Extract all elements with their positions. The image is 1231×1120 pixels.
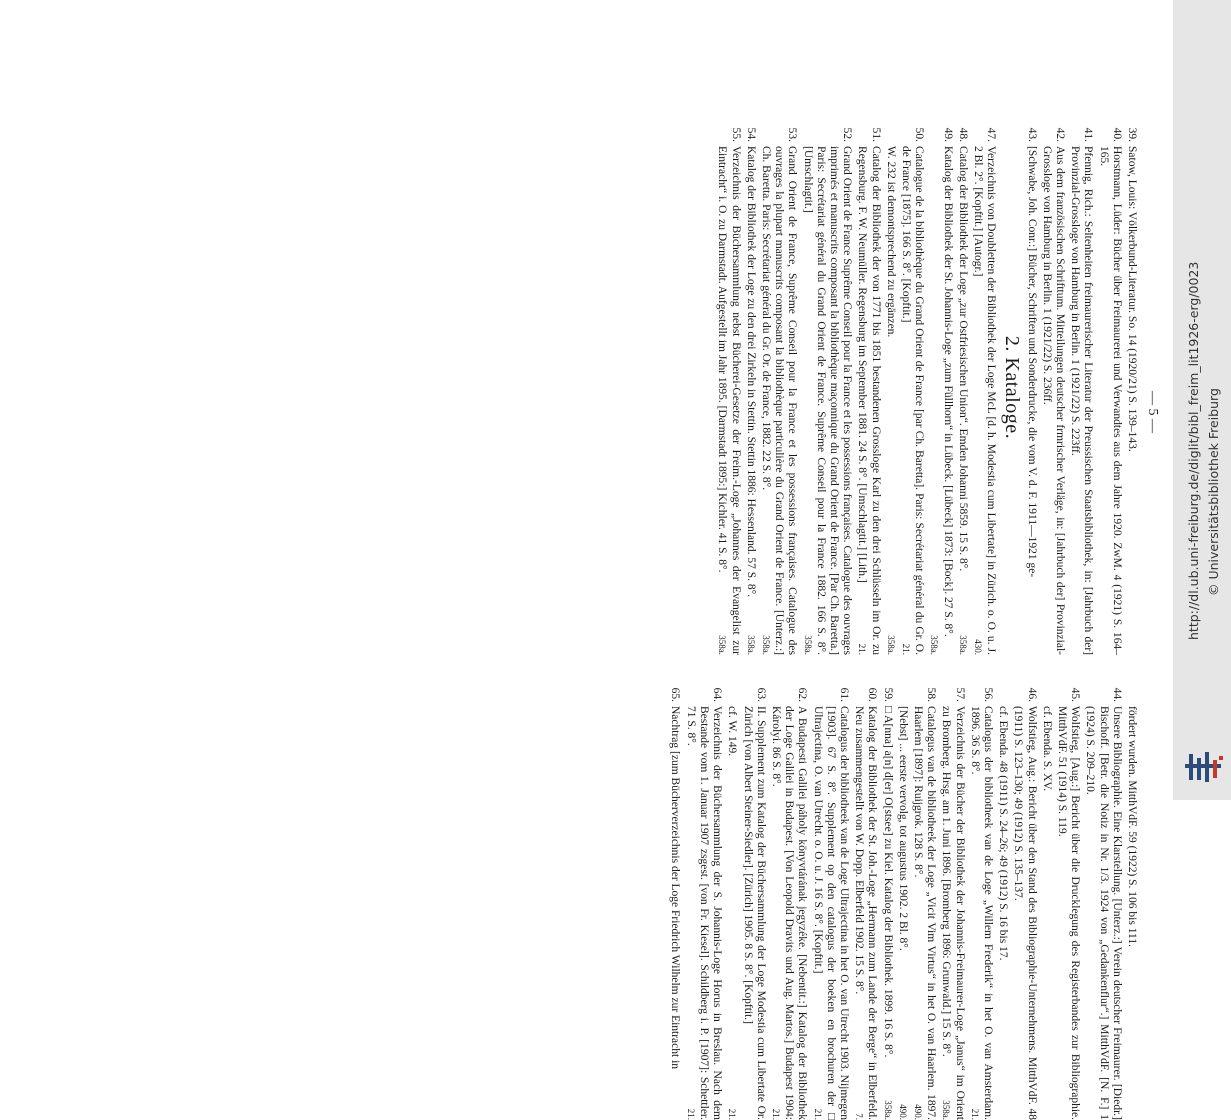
entry-number: 65. bbox=[669, 687, 682, 702]
copyright-notice: © Universitätsbibliothek Freiburg bbox=[1206, 388, 1221, 596]
entry-signature: 21. bbox=[900, 643, 911, 655]
catalog-entry bbox=[800, 120, 853, 655]
entry-text: Catalogus van de bibliotheek der Loge „Vicit Vim Virtus“ in het O. van Haarlem. 1897. Haarlem [1897]: Ruijgrok. 128 S. 8°. 490. bbox=[911, 706, 938, 1120]
entry-number: 45. bbox=[1069, 687, 1082, 702]
catalog-entry bbox=[668, 680, 681, 1120]
entry-number: 41. bbox=[1082, 127, 1095, 142]
catalog-entry bbox=[956, 120, 969, 655]
entry-text: □ A[nna] a[n] d[er] O[stsee] zu Kiel. Katalog der Bibliothek. 1899. 16 S. 8°. 358a. bbox=[881, 706, 894, 1120]
entry-number: 56. bbox=[981, 687, 994, 702]
entry-signature: 21. bbox=[685, 1108, 696, 1120]
entry-number: 52. bbox=[841, 127, 854, 142]
entry-number: 40. bbox=[1110, 127, 1123, 142]
catalog-entry bbox=[1096, 120, 1122, 655]
entry-number bbox=[1040, 680, 1053, 706]
entry-number: 48. bbox=[956, 127, 969, 142]
entry-signature: 358a. bbox=[760, 635, 771, 655]
catalog-entry bbox=[715, 120, 741, 655]
entry-number: 55. bbox=[729, 127, 742, 142]
entry-text: Catalog der Bibliothek der von 1771 bis 1851 bestandenen Grossloge Karl zu den drei Schlüsseln im Or. zu Regensburg. F. W. Neumüller. Regensburg im September 1881. 24 S. 8°. [Umschlagtit.] [Lith.] 21. bbox=[856, 146, 882, 655]
catalog-entry bbox=[1040, 120, 1066, 655]
entry-signature: 21. bbox=[770, 1108, 781, 1120]
catalog-entry bbox=[1040, 680, 1053, 1120]
entry-text: [Nebst] ... eerste vervolg, tot augustus 1902. 2 Bl. 8°. 490. bbox=[896, 706, 909, 1120]
entry-number bbox=[996, 680, 1009, 706]
page-content bbox=[150, 120, 1160, 1120]
entry-text: Katalog der Bibliothek der St. Joh.-Loge „Hermann zum Lande der Berge“ in Elberfeld. Neu zusammengestellt von W. Dopp. Elberfeld 1902. 15 S. 8°. 7. bbox=[853, 706, 879, 1120]
entry-signature: 358a. bbox=[802, 635, 813, 655]
entry-text: cf. W. 149. 21. bbox=[726, 706, 739, 1120]
entry-text: Verzeichnis der Bücher der Bibliothek der Johannis-Freimaurer-Loge „Janus“ im Orient zu Bromberg. Hrsg. am 1. Juni 1896. [Bromberg 1896: Grunwald.] 15 S. 8°. 358a. bbox=[940, 706, 966, 1120]
entry-text: W. 232 ist demontsprechend zu ergänzen. 358a. bbox=[884, 146, 897, 655]
entry-number bbox=[1125, 680, 1138, 706]
entry-text: Verzeichnis der Büchersammlung der S. Johannis-Loge Horus in Breslau. Nach dem Bestande vom 1. Januar 1907 zsgest. [von Fr. Kiesel]. Schildberg i. P. [1907]: Schettler. 71 S. 8°. 21. bbox=[684, 706, 724, 1120]
entry-number: 62. bbox=[796, 687, 809, 702]
entry-text: Catalogue de la bibliothèque du Grand Orient de France [par Ch. Baretta]. Paris: Secrétariat général du Gr. O. de France [1875]. 166 S. 8°. [Kopftit.] 21. bbox=[899, 146, 926, 655]
document-url[interactable]: http://dl.ub.uni-freiburg.de/diglit/bibl_freim_lit1926-erg/0023 bbox=[1186, 261, 1201, 640]
entry-signature: 358a. bbox=[717, 635, 728, 655]
entry-number bbox=[896, 680, 909, 706]
entry-signature: 21. bbox=[812, 1108, 823, 1120]
entry-text: Wolfstieg, [Aug.:] Bericht über die Drucklegung des Registerbandes zur Bibliographie. MitthVdF. 51 (1914) S. 119. bbox=[1055, 706, 1082, 1120]
entry-text: [Schwabe, Joh. Conr.:] Bücher, Schriften und Sonderdrucke, die vom V. d. F. 1911—1921 ge- bbox=[1025, 146, 1038, 578]
entry-text: II. Supplement zum Katalog der Büchersammlung der Loge Modestia cum Libertate Or. Zürich [von Albert Steiner-Siedler]. [Zürich] 1905. 8 S. 8°. [Kopftit.] bbox=[741, 706, 767, 1120]
catalog-entry bbox=[810, 680, 850, 1120]
entry-signature: 358a. bbox=[929, 635, 940, 655]
catalog-entry bbox=[1055, 680, 1081, 1120]
catalog-entry bbox=[1011, 680, 1037, 1120]
right-top-entries bbox=[996, 680, 1138, 1120]
entry-number: 60. bbox=[866, 687, 879, 702]
entry-text: A Budapesti Galilei páholy könyvtárának jegyzéke. [Nebentit.:] Katalog der Bibliothek der Loge Galilei in Budapest. [Von Leopold Dravits und Aug. Martos.] Budapest 1904: Károlyi. 86 S. 8°. 21. bbox=[769, 706, 809, 1120]
catalog-entry bbox=[968, 680, 994, 1120]
entry-number: 46. bbox=[1025, 687, 1038, 702]
catalog-entry bbox=[911, 680, 937, 1120]
page-number: — 5 — bbox=[1145, 391, 1160, 433]
entry-text: Grand Orient de France Suprême Conseil pour la France et les possessions françaises. Catalogue des ouvrages imprimés et manuscrits composant la bibliothèque maçonnique du Grand Orient de France. [Par Ch. Baretta.] Paris: Secrétariat général du Grand Orient de France. Suprême Conseil pour la France 1882. 166 S. 8°. [Umschlagtit.] 358a. bbox=[801, 146, 854, 655]
right-text-column bbox=[666, 680, 1138, 1120]
catalog-entry bbox=[884, 120, 897, 655]
entry-signature: 358a. bbox=[957, 635, 968, 655]
entry-signature: 358a. bbox=[885, 635, 896, 655]
entry-signature: 490. bbox=[912, 1104, 923, 1120]
catalog-entry bbox=[740, 680, 766, 1120]
entry-text: Catalogus der bibliotheek van de Loge Ultrajectina in het O. van Utrecht 1903. Nijmegen [1903]. 67 S. 8°. Supplement op den catalogus der boeken en brochuren der □ Ultrajectina, O. van Utrecht. o. O. u. J. 16 S. 8°. [Kopftit.] 21. bbox=[811, 706, 850, 1120]
entry-number: 58. bbox=[925, 687, 938, 702]
catalog-entry bbox=[852, 680, 878, 1120]
entry-number: 64. bbox=[711, 687, 724, 702]
left-text-column bbox=[713, 120, 1138, 655]
entry-text: Horstmann, Lüder: Bücher über Freimaurerei und Verwandtes aus dem Jahre 1920. ZwM. 4 (1921) S. 164–165. bbox=[1097, 146, 1123, 655]
entry-number: 53. bbox=[786, 127, 799, 142]
entry-signature: 358a. bbox=[745, 635, 756, 655]
entry-text: Wolfstieg, Aug.: Bericht über den Stand des Bibliographie-Unternehmens. MitthVdF. 48 (1911) S. 123–130; 49 (1912) S. 135–137. bbox=[1012, 706, 1038, 1120]
entry-number: 43. bbox=[1025, 127, 1038, 142]
entry-number: 63. bbox=[754, 687, 767, 702]
left-top-entries bbox=[1024, 120, 1138, 655]
entry-text: Grand Orient de France, Suprême Conseil pour la France et les possessions françaises. Catalogue des ouvrages la plupart manuscrits composant la bibliothèque particulière du Grand Orient de France. [Unterz.:] Ch. Baretta. Paris: Secrétariat général du Gr. Or. de France, 1882. 22 S. 8°. 358a. bbox=[759, 146, 799, 655]
entry-text: Katalog der Bibliothek der Loge zu den drei Zirkeln in Stettin. Stettin 1886: Hessenland. 57 S. 8°. 358a. bbox=[744, 146, 757, 655]
catalog-entry bbox=[744, 120, 757, 655]
catalog-entry bbox=[1083, 680, 1123, 1120]
section-title: 2. Kataloge. bbox=[1001, 335, 1024, 440]
entry-signature: 430. bbox=[972, 639, 983, 655]
right-catalog-entries bbox=[668, 680, 994, 1120]
entry-number: 50. bbox=[913, 127, 926, 142]
entry-text: Nachtrag [zum Bücherverzeichnis der Loge Friedrich Wilhelm zur Eintracht in bbox=[669, 706, 682, 1070]
catalog-entry bbox=[769, 680, 809, 1120]
entry-number: 44. bbox=[1110, 687, 1123, 702]
entry-signature: 7. bbox=[854, 1113, 865, 1120]
catalog-entry bbox=[1125, 120, 1138, 655]
entry-text: cf. Ebenda. 48 (1911) S. 24–26; 49 (1912) S. 16 bis 17. bbox=[997, 706, 1010, 961]
entry-signature: 358a. bbox=[882, 1100, 893, 1120]
entry-text: Catalogus der bibliotheek van de Loge „Willem Frederik“ in het O. van Amsterdam. 1896. 36 S. 8°. 21. bbox=[968, 706, 994, 1120]
entry-signature: 21. bbox=[727, 1108, 738, 1120]
entry-number bbox=[884, 120, 897, 146]
catalog-entry bbox=[880, 680, 893, 1120]
entry-number bbox=[725, 680, 738, 706]
entry-signature: 21. bbox=[857, 643, 868, 655]
library-logo-icon bbox=[1181, 748, 1225, 788]
entry-number: 47. bbox=[985, 127, 998, 142]
catalog-entry bbox=[1125, 680, 1138, 1120]
entry-text: cf. Ebenda. S. XV. bbox=[1040, 706, 1053, 792]
catalog-entry bbox=[855, 120, 881, 655]
entry-number: 49. bbox=[941, 127, 954, 142]
catalog-entry bbox=[1068, 120, 1094, 655]
entry-signature: 358a. bbox=[941, 1100, 952, 1120]
entry-text: Catalog der Bibliothek der Loge „zur Ostfriesischen Union“. Emden Johanni 5859. 15 S. 8°. 358a. bbox=[956, 146, 969, 655]
catalog-entry bbox=[996, 680, 1009, 1120]
catalog-entry bbox=[971, 120, 997, 655]
catalog-entry bbox=[1024, 120, 1037, 655]
entry-text: Unsere Bibliographie. Eine Klarstellung. [Unterz.:] Verein deutscher Freimaurer. [Diedr.] Bischoff. [Betr. die Notiz in Nr. 1/3. 1924 von „Gedankenflur“.] MitthVdF. [N. F.] 1 (1924) S. 209–210. bbox=[1084, 706, 1123, 1120]
entry-text: Katalog der Bibliothek der St. Johannis-Loge „zum Füllhorn“ in Lübeck. [Lübeck] 1873: [Bock]. 27 S. 8°. 358a. bbox=[927, 146, 953, 655]
entry-text: Pfennig, Rich.: Seltenheiten freimaurerischer Literatur der Preussischen Staatsbibliothek, in: [Jahrbuch der] Provinzial-Grossloge von Hamburg in Berlin. 1 (1921/22) S. 223ff. bbox=[1069, 146, 1095, 655]
entry-number: 57. bbox=[953, 687, 966, 702]
catalog-entry bbox=[899, 120, 925, 655]
catalog-entry bbox=[939, 680, 965, 1120]
entry-number: 59. bbox=[881, 687, 894, 702]
entry-text: Verzeichnis der Büchersammlung nebst Bücherei-Gesetze der Freim.-Loge „Johannes der Evangelist zur Eintracht“ i. O. zu Darmstadt. Aufgestellt im Jahr 1895. [Darmstadt 1895:] Kichler. 41 S. 8°. 358a. bbox=[716, 146, 742, 655]
sidebar-strip bbox=[1173, 0, 1231, 800]
entry-signature: 21. bbox=[969, 1108, 980, 1120]
entry-text: fördert wurden. MitthVdF. 59 (1922) S. 106 bis 111. bbox=[1126, 706, 1138, 947]
entry-number: 51. bbox=[869, 127, 882, 142]
entry-signature: 490. bbox=[897, 1104, 908, 1120]
catalog-entry bbox=[684, 680, 724, 1120]
entry-number: 42. bbox=[1053, 127, 1066, 142]
entry-number: 54. bbox=[744, 127, 757, 142]
entry-text: Aus dem französischen Schrifttum. Mitteilungen deutscher frmrischer Verläge, in: [Jahrbuch der] Provinzial-Grossloge von Hamburg in Berlin. 1 (1921/22) S. 236ff. bbox=[1040, 146, 1066, 655]
catalog-entry bbox=[759, 120, 799, 655]
left-catalog-entries bbox=[715, 120, 997, 655]
entry-number: 39. bbox=[1126, 127, 1138, 142]
catalog-entry bbox=[725, 680, 738, 1120]
catalog-entry bbox=[896, 680, 909, 1120]
entry-number: 61. bbox=[837, 687, 850, 702]
entry-text: Verzeichnis von Doubletten der Bibliothek der Loge McL [d. h. Modestia cum Libertate] in Zürich. o. O. u. J. 2 Bl. 2°. [Kopftit.] [Autogr.] 430. bbox=[971, 146, 998, 655]
entry-text: Satow, Louis: Völkerbund-Literatur. So. 14 (1920/21) S. 139–143. bbox=[1126, 146, 1138, 452]
catalog-entry bbox=[927, 120, 953, 655]
